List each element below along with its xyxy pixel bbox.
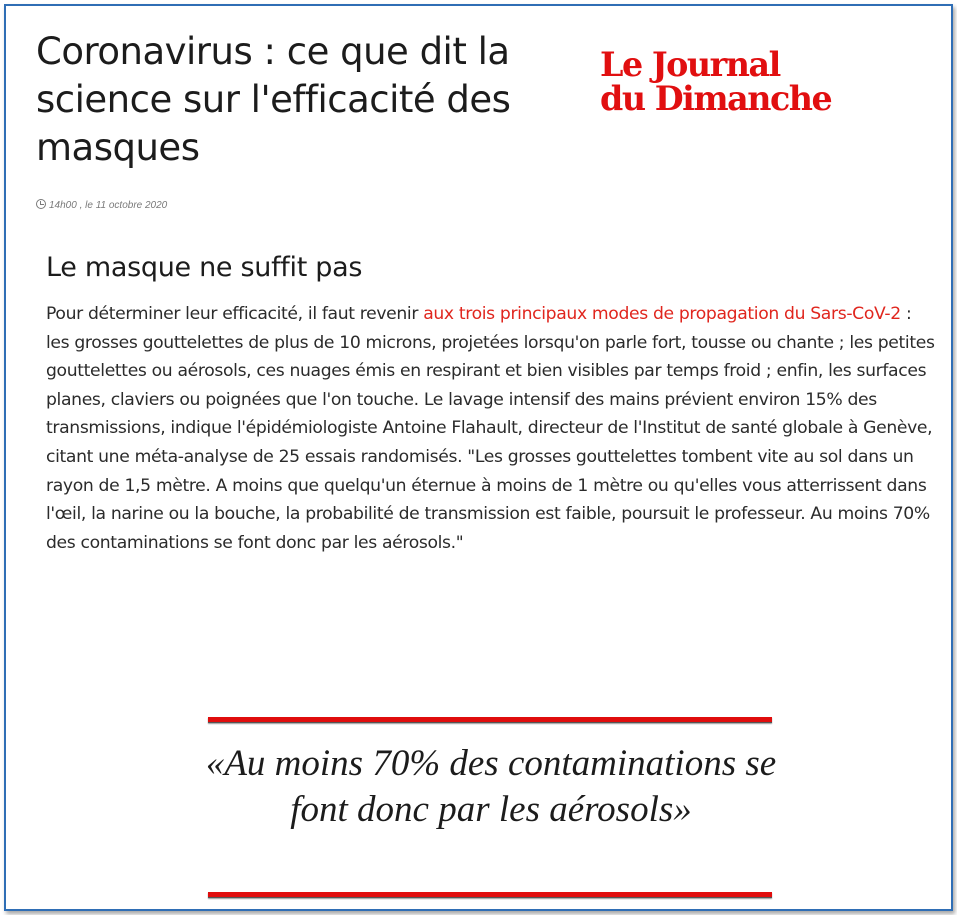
section-title: Le masque ne suffit pas [46, 252, 363, 283]
clock-icon [36, 199, 46, 209]
article-timestamp [36, 199, 167, 211]
jdd-logo[interactable] [600, 45, 923, 119]
quote-rule-top [208, 717, 772, 723]
propagation-modes-link[interactable]: aux trois principaux modes de propagation du Sars-CoV-2 [423, 304, 901, 324]
logo-line-2: du Dimanche [600, 79, 832, 119]
article-frame [4, 4, 953, 911]
pull-quote: «Au moins 70% des contaminations se font donc par les aérosols» [205, 743, 777, 830]
quote-rule-bottom [208, 892, 772, 898]
article-headline: Coronavirus : ce que dit la science sur l'efficacité des masques [36, 30, 511, 169]
timestamp-text: 14h00 , le 11 octobre 2020 [49, 200, 168, 211]
paragraph-text-after-link: : les grosses gouttelettes de plus de 10 microns, projetées lorsqu'on parle fort, tousse ou chante ; les petites gouttelettes ou aérosols, ces nuages émis en respirant et bien visibles par temps froid ; enfin, les surfaces planes, claviers ou poignées que l'on touche. Le lavage intensif des mains prévient environ 15% des transmissions, indique l'épidémiologiste Antoine Flahault, directeur de l'Institut de santé globale à Genève, citant une méta-analyse de 25 essais randomisés. "Les grosses gouttelettes tombent vite au sol dans un rayon de 1,5 mètre. A moins que quelqu'un éternue à moins de 1 mètre ou qu'elles vous atterrissent dans l'œil, la narine ou la bouche, la probabilité de transmission est faible, poursuit le professeur. Au moins 70% des contaminations se font donc par les aérosols." [46, 304, 935, 553]
article-paragraph [46, 300, 936, 557]
logo-line-1: Le Journal [600, 45, 780, 85]
paragraph-text-before-link: Pour déterminer leur efficacité, il faut revenir [46, 304, 424, 324]
